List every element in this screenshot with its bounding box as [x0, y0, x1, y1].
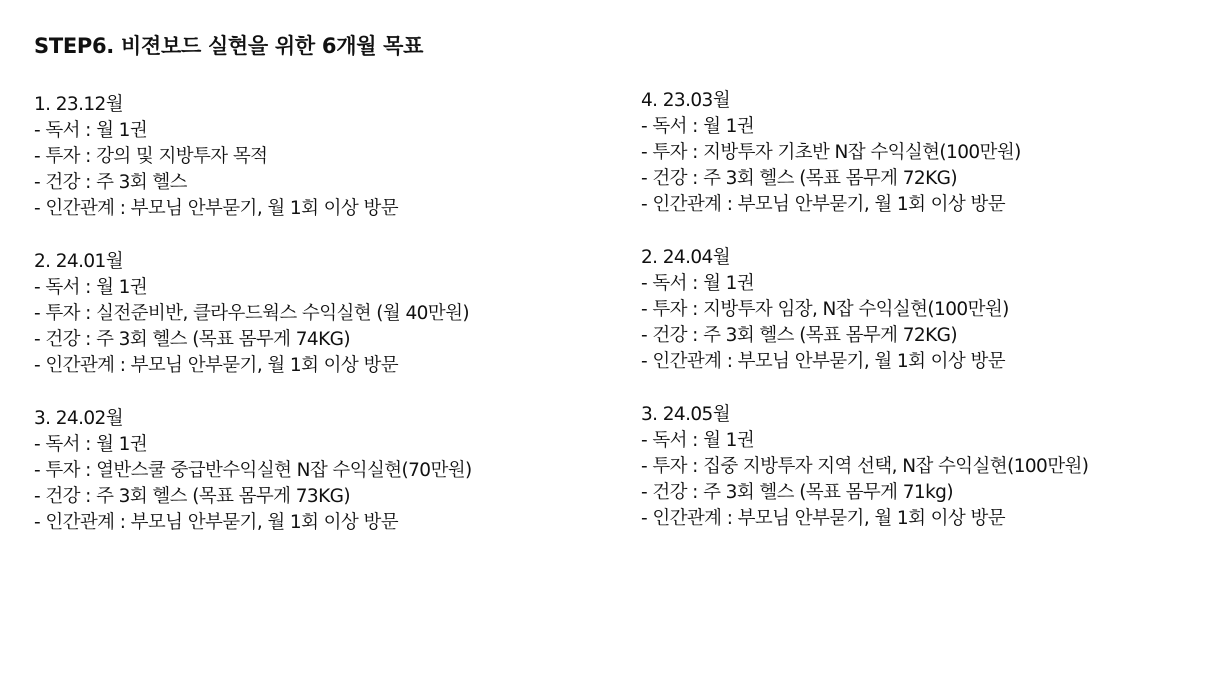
- goal-health: - 건강 : 주 3회 헬스: [34, 172, 187, 193]
- month-heading: 1. 23.12월: [34, 94, 123, 115]
- goal-block-month-5: [641, 245, 1211, 375]
- goal-investment: - 투자 : 열반스쿨 중급반수익실현 N잡 수익실현(70만원): [34, 460, 472, 481]
- goal-reading: - 독서 : 월 1권: [641, 430, 755, 451]
- goal-block-month-1: [34, 92, 604, 222]
- goal-relationships: - 인간관계 : 부모님 안부묻기, 월 1회 이상 방문: [34, 512, 399, 533]
- goal-reading: - 독서 : 월 1권: [641, 116, 755, 137]
- goal-block-month-4: [641, 88, 1211, 218]
- right-column: [641, 88, 1211, 559]
- goal-investment: - 투자 : 집중 지방투자 지역 선택, N잡 수익실현(100만원): [641, 456, 1089, 477]
- goal-relationships: - 인간관계 : 부모님 안부묻기, 월 1회 이상 방문: [34, 198, 399, 219]
- goal-health: - 건강 : 주 3회 헬스 (목표 몸무게 73KG): [34, 486, 350, 507]
- goal-investment: - 투자 : 강의 및 지방투자 목적: [34, 146, 268, 167]
- goal-investment: - 투자 : 지방투자 임장, N잡 수익실현(100만원): [641, 299, 1009, 320]
- page-title: STEP6. 비젼보드 실현을 위한 6개월 목표: [34, 34, 424, 58]
- goal-health: - 건강 : 주 3회 헬스 (목표 몸무게 72KG): [641, 325, 957, 346]
- goal-health: - 건강 : 주 3회 헬스 (목표 몸무게 74KG): [34, 329, 350, 350]
- goal-reading: - 독서 : 월 1권: [34, 434, 148, 455]
- goal-relationships: - 인간관계 : 부모님 안부묻기, 월 1회 이상 방문: [641, 508, 1006, 529]
- left-column: [34, 92, 604, 563]
- goal-relationships: - 인간관계 : 부모님 안부묻기, 월 1회 이상 방문: [34, 355, 399, 376]
- goal-reading: - 독서 : 월 1권: [641, 273, 755, 294]
- month-heading: 3. 24.05월: [641, 404, 730, 425]
- goal-investment: - 투자 : 지방투자 기초반 N잡 수익실현(100만원): [641, 142, 1021, 163]
- goal-relationships: - 인간관계 : 부모님 안부묻기, 월 1회 이상 방문: [641, 351, 1006, 372]
- month-heading: 3. 24.02월: [34, 408, 123, 429]
- goal-reading: - 독서 : 월 1권: [34, 277, 148, 298]
- goal-health: - 건강 : 주 3회 헬스 (목표 몸무게 72KG): [641, 168, 957, 189]
- month-heading: 2. 24.01월: [34, 251, 123, 272]
- goal-health: - 건강 : 주 3회 헬스 (목표 몸무게 71kg): [641, 482, 953, 503]
- goal-block-month-6: [641, 402, 1211, 532]
- goal-block-month-2: [34, 249, 604, 379]
- month-heading: 4. 23.03월: [641, 90, 730, 111]
- goal-relationships: - 인간관계 : 부모님 안부묻기, 월 1회 이상 방문: [641, 194, 1006, 215]
- month-heading: 2. 24.04월: [641, 247, 730, 268]
- goal-investment: - 투자 : 실전준비반, 클라우드웍스 수익실현 (월 40만원): [34, 303, 469, 324]
- goal-reading: - 독서 : 월 1권: [34, 120, 148, 141]
- goal-block-month-3: [34, 406, 604, 536]
